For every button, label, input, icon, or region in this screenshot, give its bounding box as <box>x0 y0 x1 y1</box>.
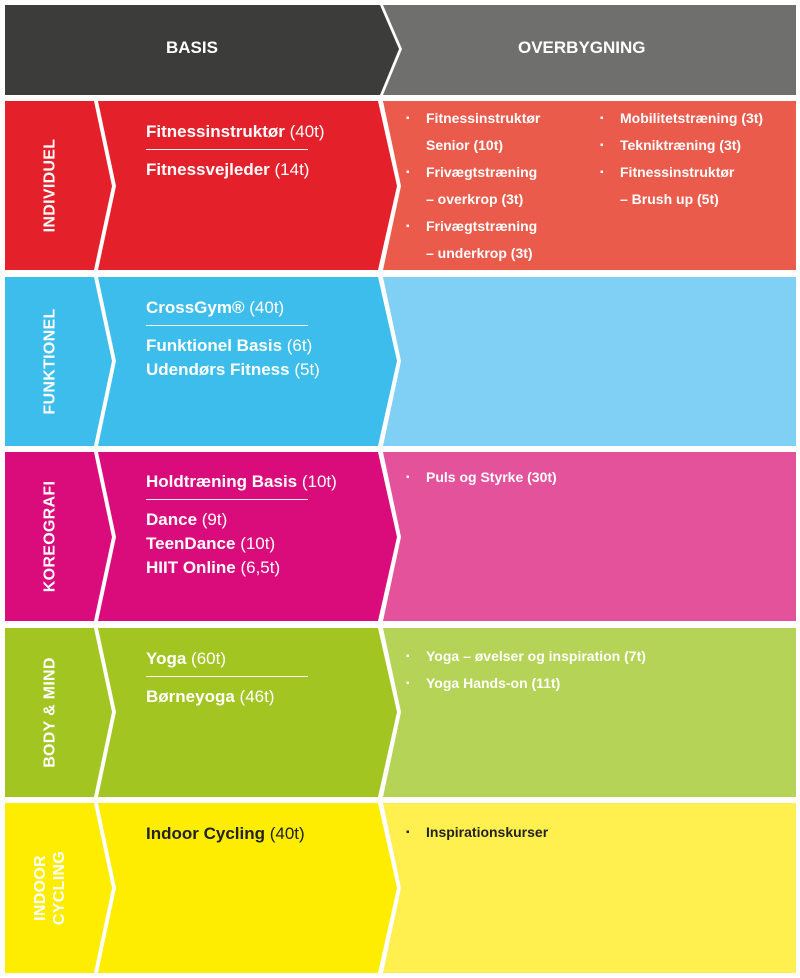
overbygning-list-cycling <box>406 819 786 846</box>
list-item: ▪ Fitnessinstruktør – Brush up (5t) <box>600 164 735 207</box>
basis-item: Udendørs Fitness (5t) <box>146 360 320 379</box>
header-overbygning-label: OVERBYGNING <box>518 38 646 57</box>
list-item: ▪ Yoga – øvelser og inspiration (7t) <box>406 648 646 664</box>
basis-list-funktionel <box>146 296 376 382</box>
overbygning-list-individuel-col1 <box>406 105 586 267</box>
category-label-cycling-line2: CYCLING <box>51 850 68 926</box>
overbygning-list-bodymind <box>406 643 786 697</box>
basis-item: Fitnessinstruktør (40t) <box>146 122 325 141</box>
category-label-individuel: INDIVIDUEL <box>41 138 59 233</box>
category-label-koreografi: KOREOGRAFI <box>41 480 59 593</box>
basis-item: Indoor Cycling (40t) <box>146 824 305 843</box>
list-item: ▪ Fitnessinstruktør Senior (10t) <box>406 110 541 153</box>
basis-item: Fitnessvejleder (14t) <box>146 160 310 179</box>
basis-list-cycling <box>146 822 376 846</box>
basis-item: TeenDance (10t) <box>146 534 276 553</box>
basis-item: Børneyoga (46t) <box>146 687 275 706</box>
list-item: ▪ Puls og Styrke (30t) <box>406 469 557 485</box>
list-item: ▪ Frivægtstræning – overkrop (3t) <box>406 164 538 207</box>
basis-divider <box>146 149 308 150</box>
category-label-cycling <box>31 828 69 948</box>
basis-item: Dance (9t) <box>146 510 228 529</box>
basis-divider <box>146 325 308 326</box>
basis-divider <box>146 499 308 500</box>
basis-item: Yoga (60t) <box>146 649 227 668</box>
category-label-funktionel: FUNKTIONEL <box>41 308 59 415</box>
basis-list-koreografi <box>146 470 376 580</box>
overbygning-panel-funktionel <box>383 277 796 446</box>
basis-list-bodymind <box>146 647 376 709</box>
basis-item: Funktionel Basis (6t) <box>146 336 313 355</box>
header-basis-label: BASIS <box>166 38 218 57</box>
basis-divider <box>146 676 308 677</box>
list-item: ▪ Mobilitetstræning (3t) <box>600 110 764 126</box>
list-item: ▪ Yoga Hands-on (11t) <box>406 675 561 691</box>
list-item: ▪ Frivægtstræning – underkrop (3t) <box>406 218 538 261</box>
list-item: ▪ Tekniktræning (3t) <box>600 137 742 153</box>
category-label-bodymind: BODY & MIND <box>41 657 59 768</box>
overbygning-list-individuel-col2 <box>600 105 795 213</box>
overbygning-list-koreografi <box>406 464 786 491</box>
basis-list-individuel <box>146 120 376 182</box>
category-label-cycling-line1: INDOOR <box>32 855 49 921</box>
basis-item: Holdtræning Basis (10t) <box>146 472 337 491</box>
list-item: ▪ Inspirationskurser <box>406 824 549 840</box>
basis-item: HIIT Online (6,5t) <box>146 558 281 577</box>
basis-item: CrossGym® (40t) <box>146 298 285 317</box>
